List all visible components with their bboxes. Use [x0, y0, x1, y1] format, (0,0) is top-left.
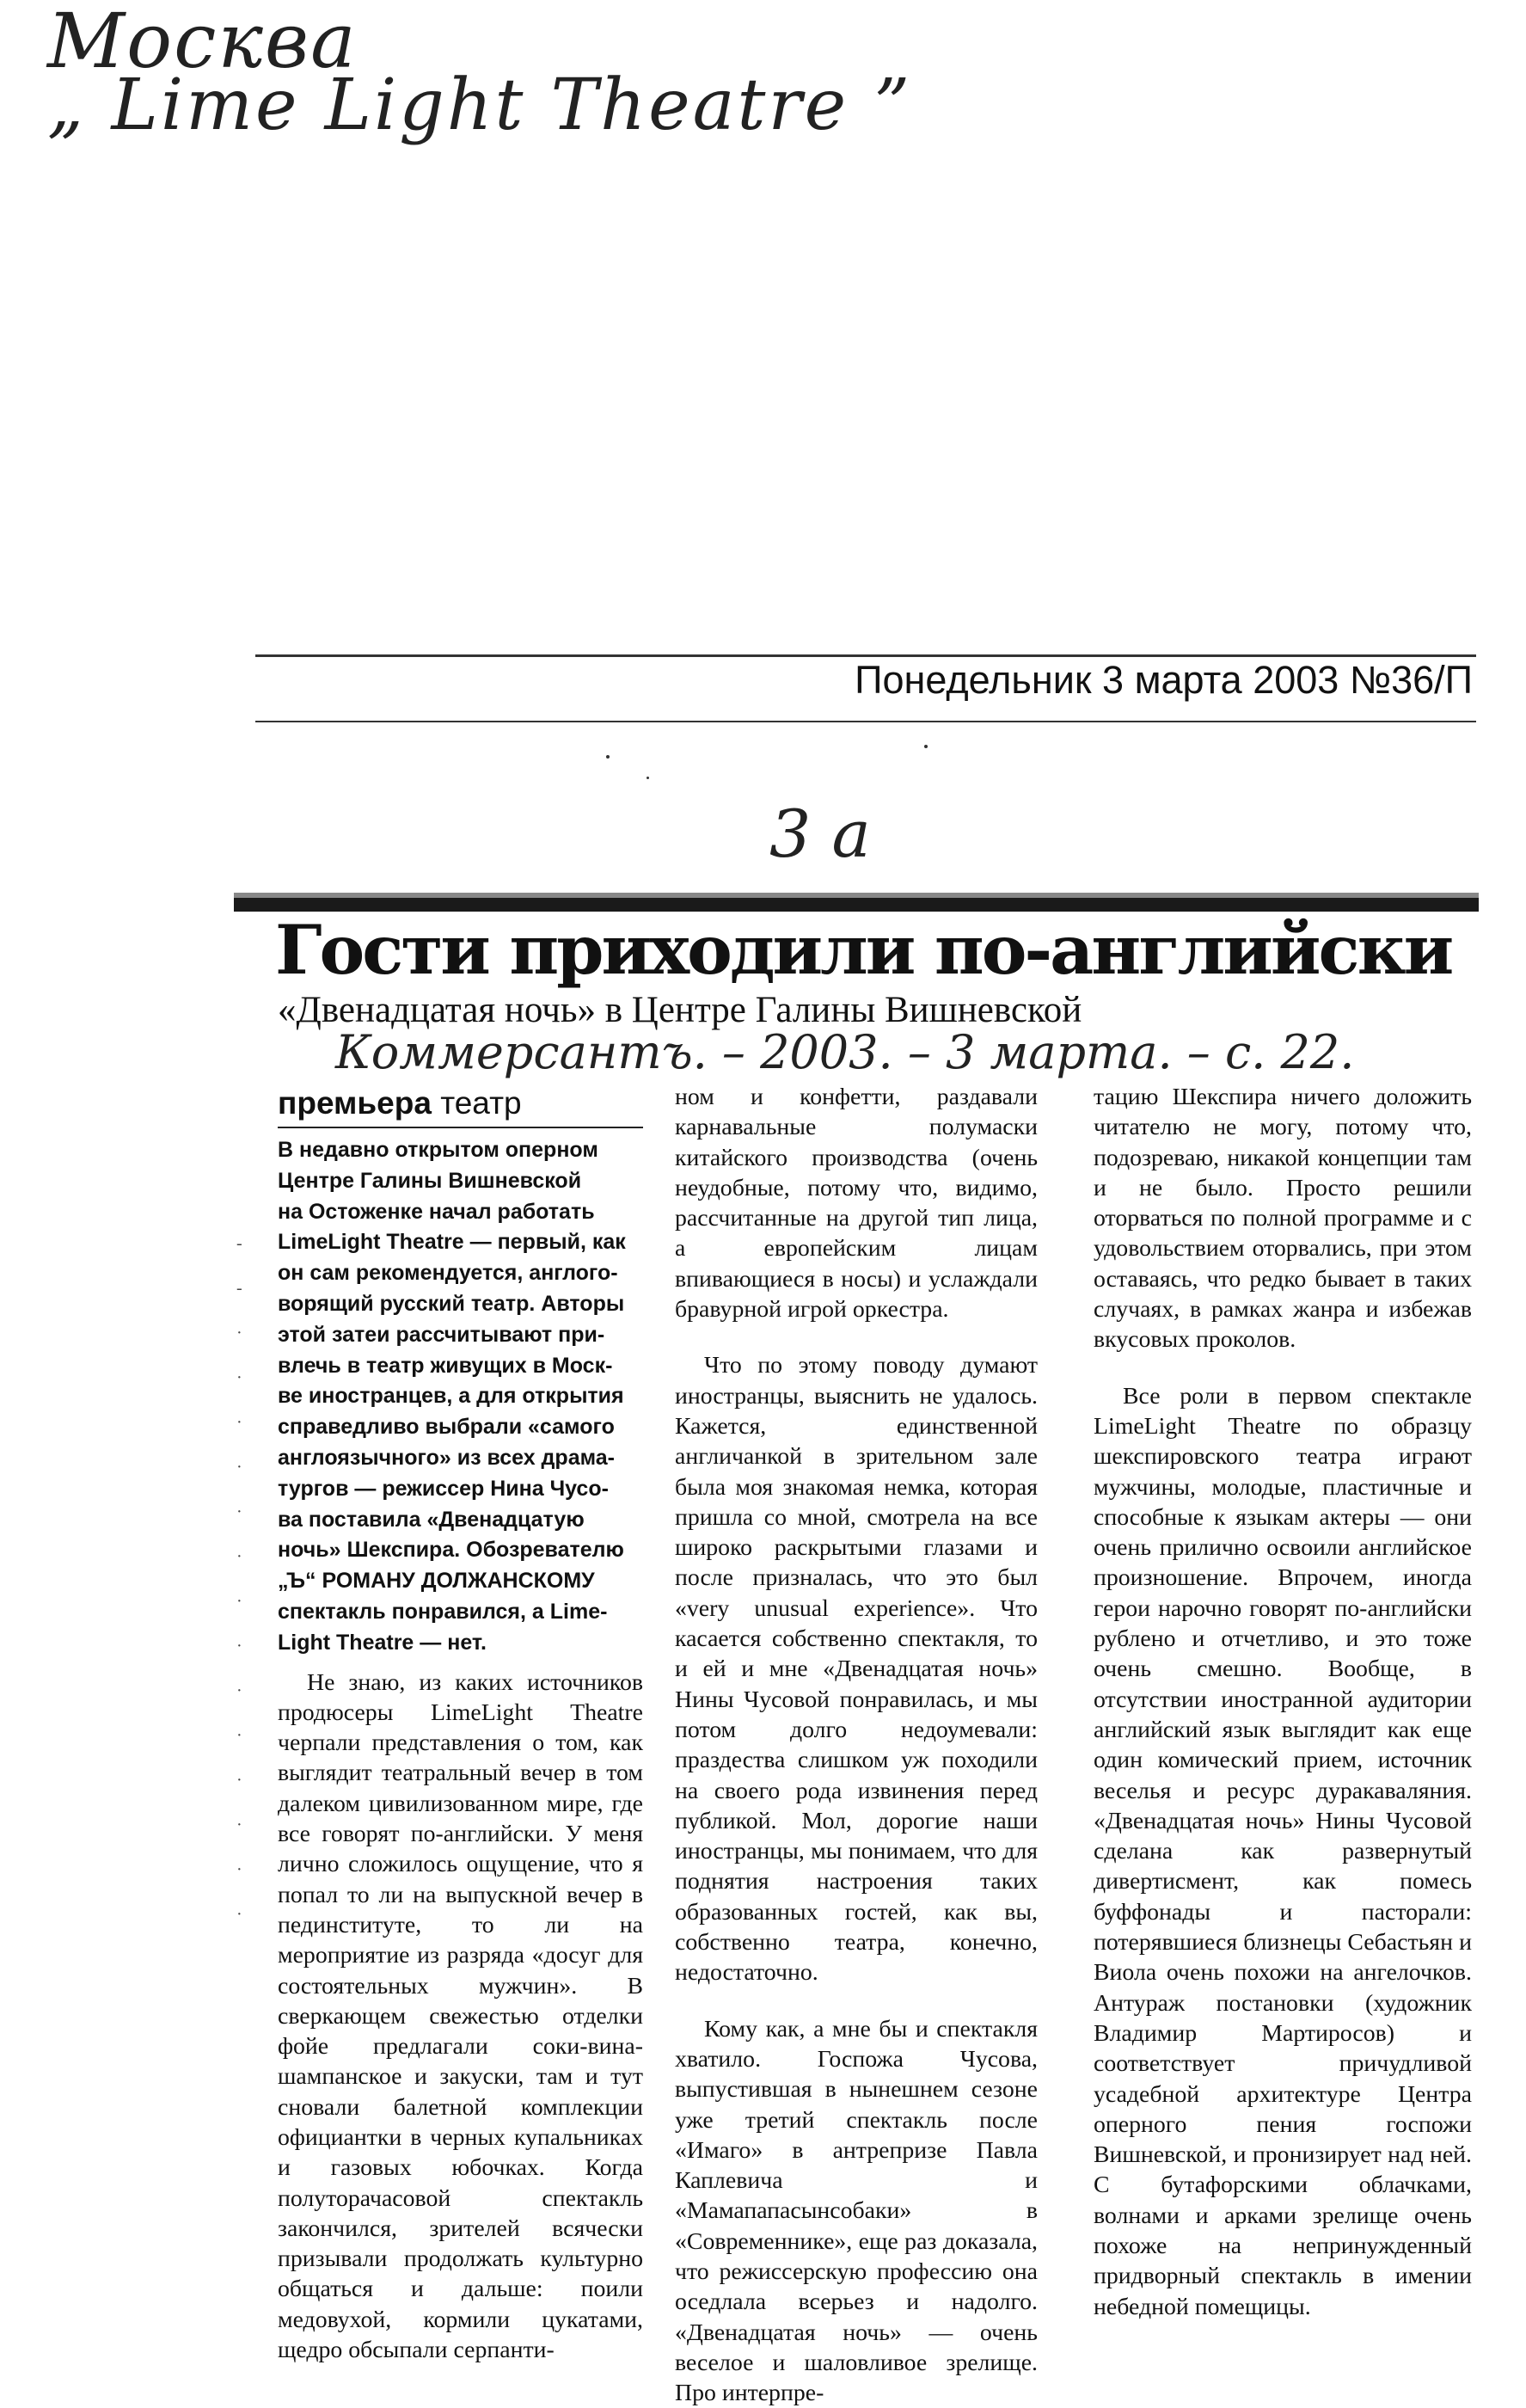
rubric-rule — [278, 1127, 643, 1128]
lead-line: ворящий русский театр. Авторы — [278, 1291, 625, 1316]
lead-line: ва поставила «Двенадцатую — [278, 1507, 585, 1532]
lead-line: на Остоженке начал работать — [278, 1199, 595, 1224]
lead-line: ночь» Шекспира. Обозревателю — [278, 1538, 624, 1563]
lead-line: спектакль понравился, а Lime- — [278, 1599, 608, 1624]
scan-speck — [606, 755, 610, 759]
article-paragraph: Кому как, а мне бы и спектакля хватило. Госпожа Чусова, выпустившая в нынешнем сезоне уже третий спектакль после «Имаго» в антрепризе Павла Каплевича и «Мамапапасынсобаки» в «Современнике», еще раз доказала, что режиссерскую профессию она оседлала всерьез и надолго. «Двенадцатая ночь» — очень веселое и шаловливое зрелище. Про интерпре- — [675, 2015, 1038, 2407]
scan-speck — [647, 777, 649, 779]
article-paragraph: Не знаю, из каких источников продюсеры LimeLight Theatre черпали представления о том, как выглядит театральный вечер в том далеком цивилизованном мире, где все говорят по-английски. У меня лично сложилось ощущение, что я попал то ли на выпускной вечер в пединституте, то ли на мероприятие из разряда «досуг для состоятельных мужчин». В сверкающем свежестью отделки фойе предлагали соки-вина-шампанское и закуски, там и тут сновали балетной комплекции официантки в черных купальниках и газовых юбочках. Когда полуторачасовой спектакль закончился, зрителей всячески призывали продолжать культурно общаться и дальше: поили медовухой, кормили цукатами, щедро обсыпали серпанти- — [278, 1668, 643, 2364]
lead-line: „Ъ“ РОМАНУ ДОЛЖАНСКОМУ — [278, 1569, 595, 1594]
article-top-rule — [234, 893, 1479, 912]
rubric-bold: премьера — [278, 1085, 432, 1121]
handwritten-source-note: Коммерсантъ. – 2003. – 3 марта. – с. 22. — [335, 1025, 1355, 1079]
masthead-bottom-rule — [255, 721, 1476, 722]
article-paragraph: тацию Шекспира ничего доложить читателю не могу, потому что, подозреваю, никакой концепции там и не было. Просто решили оторваться по полной программе и с удовольствием оторвались, при этом оставаясь, что редко бывает в таких случаях, в рамках жанра и избежав вкусовых проколов. — [1094, 1084, 1472, 1354]
lead-line: В недавно открытом оперном — [278, 1138, 598, 1162]
column-1-body — [278, 1668, 643, 2366]
rubric-label — [278, 1085, 522, 1121]
lead-line: справедливо выбрали «самого — [278, 1415, 615, 1440]
handwritten-theatre-note: „ Lime Light Theatre ” — [47, 64, 913, 146]
paragraph-gap — [1094, 1355, 1472, 1381]
article-column-1 — [278, 1135, 643, 2365]
paragraph-gap — [675, 1324, 1038, 1350]
lead-line: влечь в театр живущих в Моск- — [278, 1353, 613, 1378]
article-column-3 — [1094, 1082, 1472, 2322]
lead-line: этой затеи рассчитывают при- — [278, 1322, 605, 1347]
rubric-light: театр — [440, 1085, 522, 1121]
article-lead — [278, 1135, 643, 1659]
lead-line: он сам рекомендуется, англого- — [278, 1261, 618, 1286]
lead-line: LimeLight Theatre — первый, как — [278, 1230, 626, 1255]
article-column-2 — [675, 1082, 1038, 2408]
masthead-top-rule — [255, 654, 1476, 657]
margin-marks: - - · · · · · · · · · · · · · · — [236, 1234, 242, 1924]
article-paragraph: ном и конфетти, раздавали карнавальные полумаски китайского производства (очень неудобные, потому что, видимо, рассчитанные на другой тип лица, а европейским лицам впивающиеся в носы) и услаждали бравурной игрой оркестра. — [675, 1084, 1038, 1324]
lead-line: англоязычного» из всех драма- — [278, 1445, 615, 1470]
issue-date-line: Понедельник 3 марта 2003 №36/П — [855, 658, 1473, 702]
lead-line: ве иностранцев, а для открытия — [278, 1384, 624, 1409]
scan-speck — [924, 745, 928, 748]
article-headline: Гости приходили по-английски — [275, 910, 1452, 990]
article-paragraph: Все роли в первом спектакле LimeLight Theatre по образцу шекспировского театра играют мужчины, молодые, пластичные и способные к языкам актеры — они очень прилично освоили английское произношение. Впрочем, иногда герои нарочно говорят по-английски рублено и отчетливо, и это тоже очень смешно. Вообще, в отсутствии иностранной аудитории английский язык выглядит как еще один комический прием, источник веселья и ресурс дуракаваляния. «Двенадцатая ночь» Нины Чусовой сделана как развернутый дивертисмент, как помесь буффонады и пасторали: потерявшиеся близнецы Себастьян и Виола очень похожи на ангелочков. Антураж постановки (художник Владимир Мартиросов) и соответствует причудливой усадебной архитектуре Центра оперного пения госпожи Вишневской, и пронизирует над ней. С бутафорскими облачками, волнами и арками зрелище очень похоже на непринужденный придворный спектакль в имении небедной помещицы. — [1094, 1382, 1472, 2320]
article-subhead: «Двенадцатая ночь» в Центре Галины Вишневской — [278, 990, 1082, 1030]
lead-line: Light Theatre — нет. — [278, 1630, 487, 1655]
lead-line: тургов — режиссер Нина Чусо- — [278, 1476, 609, 1501]
paragraph-gap — [675, 1988, 1038, 2014]
article-paragraph: Что по этому поводу думают иностранцы, выяснить не удалось. Кажется, единственной англичанкой в зрительном зале была моя знакомая немка, которая пришла со мной, смотрела на все широко раскрытыми глазами и после призналась, что это был «very unusual experience». Что касается собственно спектакля, то и ей и мне «Двенадцатая ночь» Нины Чусовой понравилась, и мы потом долго недоумевали: праздества слишком уж походили на своего рода извинения перед публикой. Мол, дорогие наши иностранцы, мы понимаем, что для поднятия настроения таких образованных гостей, как вы, собственно театра, конечно, недостаточно. — [675, 1352, 1038, 1987]
lead-line: Центре Галины Вишневской — [278, 1168, 582, 1193]
handwritten-city-note: Москва — [47, 0, 358, 85]
handwritten-page-mark: 3 а — [769, 796, 871, 872]
